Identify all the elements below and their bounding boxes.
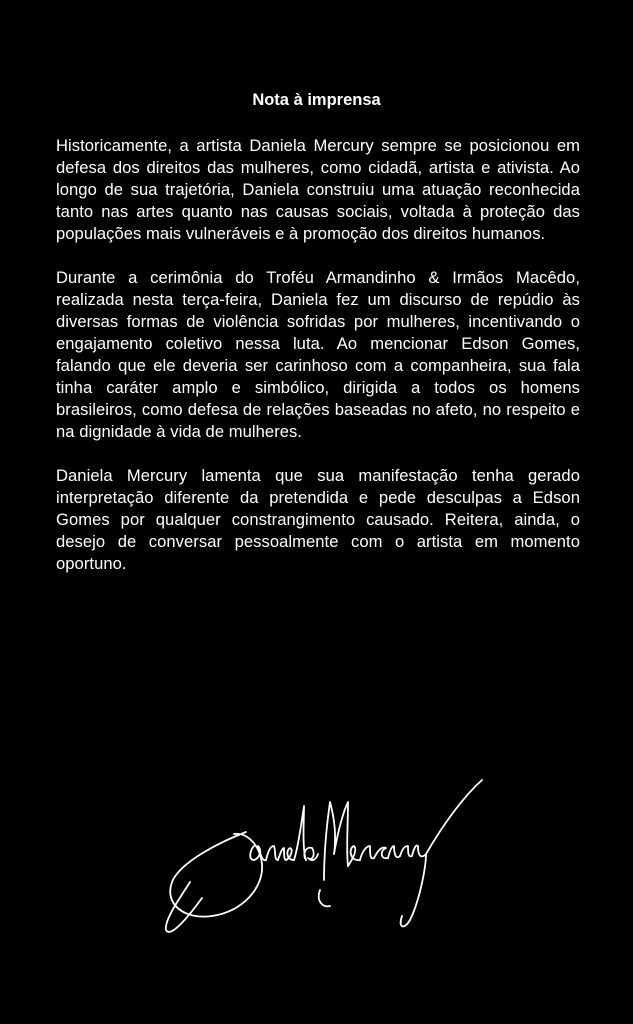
signature-icon [150, 770, 490, 950]
handwritten-signature [150, 770, 490, 950]
paragraph-2: Durante a cerimônia do Troféu Armandinho & Irmãos Macêdo, realizada nesta terça-feira, Daniela fez um discurso de repúdio às diversas formas de violência sofridas por mulheres, incentivando o engajamento coletivo nessa luta. Ao mencionar Edson Gomes, falando que ele deveria ser carinhoso com a companheira, sua fala tinha caráter amplo e simbólico, dirigida a todos os homens brasileiros, como defesa de relações baseadas no afeto, no respeito e na dignidade à vida de mulheres. [56, 268, 580, 441]
page-title: Nota à imprensa [252, 91, 381, 109]
paragraph-1: Historicamente, a artista Daniela Mercury sempre se posicionou em defesa dos direitos das mulheres, como cidadã, artista e ativista. Ao longo de sua trajetória, Daniela construiu uma atuação reconhecida tanto nas artes quanto nas causas sociais, voltada à proteção das populações mais vulneráveis e à promoção dos direitos humanos. [56, 136, 580, 243]
paragraph-3: Daniela Mercury lamenta que sua manifestação tenha gerado interpretação diferente da pretendida e pede desculpas a Edson Gomes por qualquer constrangimento causado. Reitera, ainda, o desejo de conversar pessoalmente com o artista em momento oportuno. [56, 466, 580, 573]
press-note-body [56, 135, 580, 597]
